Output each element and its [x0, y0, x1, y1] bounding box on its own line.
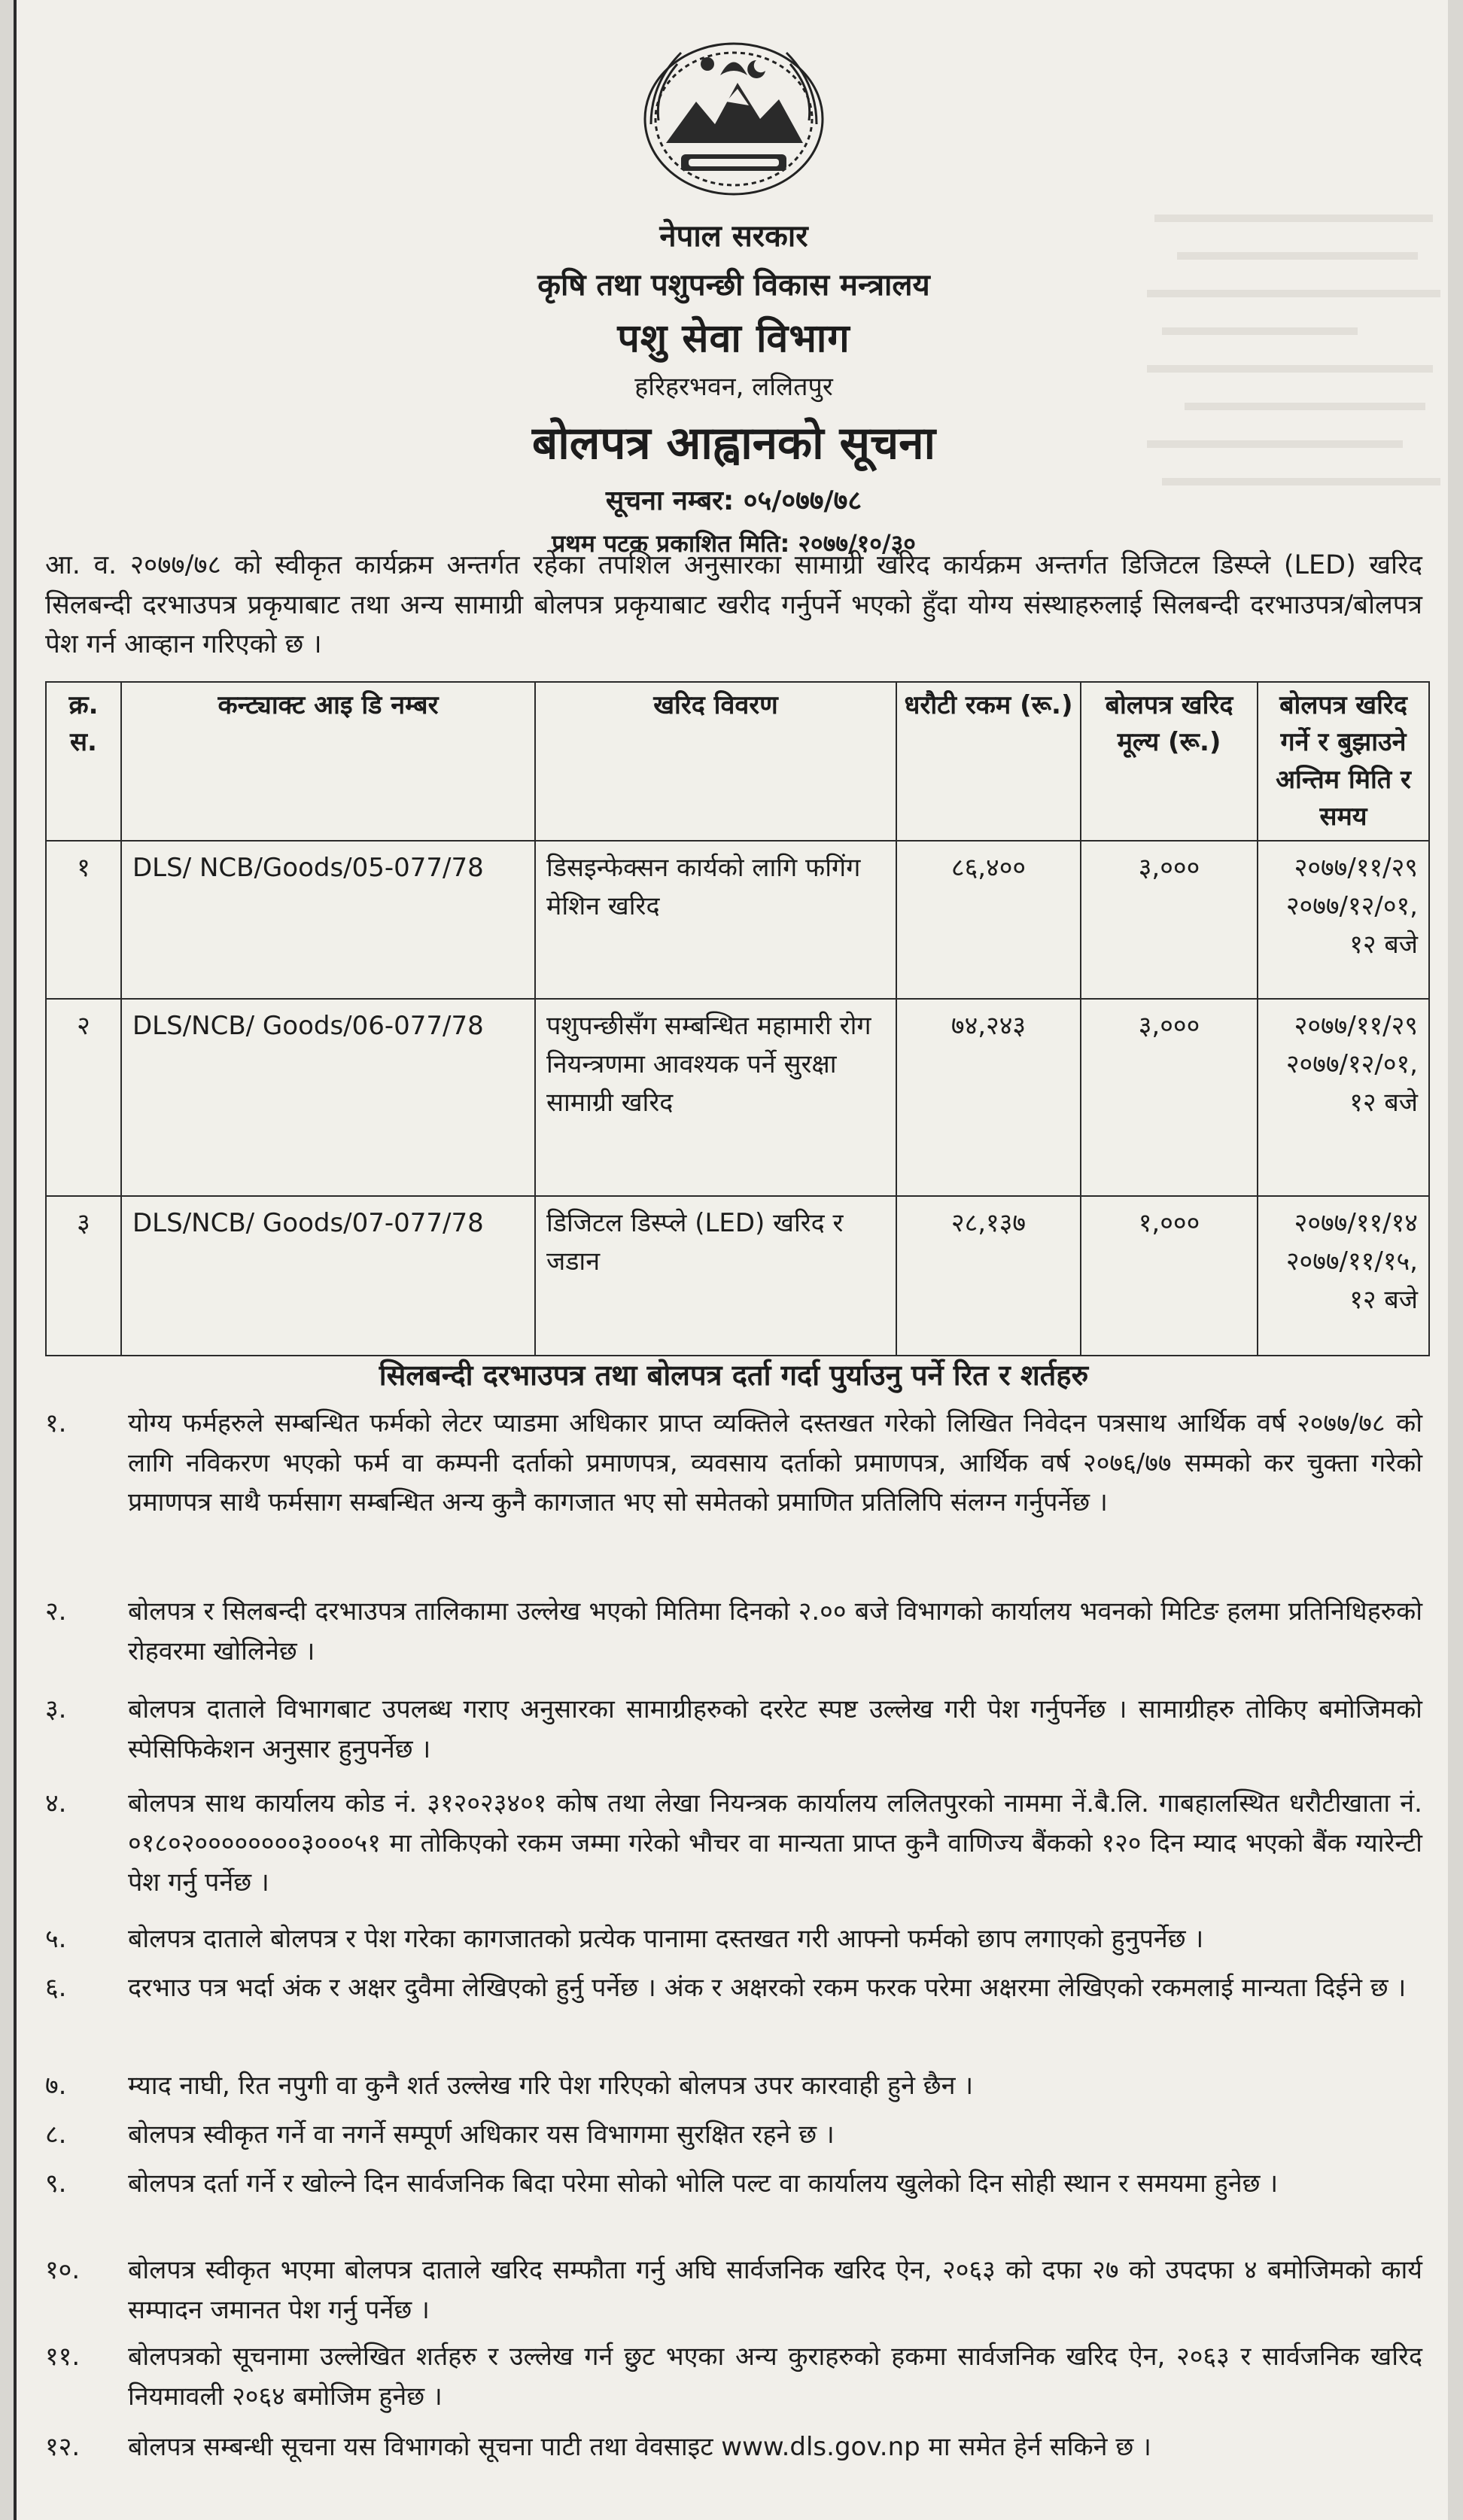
condition-number: १०.	[45, 2255, 81, 2285]
condition-item	[45, 2427, 1422, 2467]
table-row	[46, 1196, 1429, 1356]
row-description: डिसइन्फेक्सन कार्यको लागि फगिंग मेशिन खरिद	[535, 841, 896, 999]
condition-item	[45, 2337, 1422, 2416]
department-name: पशु सेवा विभाग	[617, 316, 850, 361]
deadline-submit-date: २०७७/११/१५,	[1285, 1246, 1418, 1277]
row-deposit: ८६,४००	[896, 841, 1081, 999]
row-deadline	[1258, 1196, 1429, 1356]
row-serial-number: २	[46, 999, 121, 1196]
condition-text: दरभाउ पत्र भर्दा अंक र अक्षर दुवैमा लेखिएको हुर्नु पर्नेछ । अंक र अक्षरको रकम फरक परेमा अक्षरमा लेखिएको रकमलाई मान्यता दिईने छ ।	[128, 1973, 1407, 2003]
condition-item	[45, 1784, 1422, 1903]
notice-number: सूचना नम्बर: ०५/०७७/७८	[605, 485, 862, 516]
deadline-time: १२ बजे	[1349, 930, 1418, 960]
row-serial-number: ३	[46, 1196, 121, 1356]
ministry-name: कृषि तथा पशुपन्छी विकास मन्त्रालय	[537, 268, 930, 303]
condition-item	[45, 1968, 1422, 2008]
row-deposit: ७४,२४३	[896, 999, 1081, 1196]
condition-number: ५.	[45, 1924, 67, 1954]
row-bid-price: ३,०००	[1081, 841, 1258, 999]
condition-number: ९.	[45, 2168, 67, 2199]
condition-number: ४.	[45, 1788, 67, 1818]
condition-item	[45, 2115, 1422, 2155]
condition-text: म्याद नाघी, रित नपुगी वा कुनै शर्त उल्लेख गरि पेश गरिएको बोलपत्र उपर कारवाही हुने छैन ।	[128, 2071, 974, 2101]
first-published-date: प्रथम पटक प्रकाशित मिति: २०७७/१०/३०	[552, 529, 916, 558]
condition-text: योग्य फर्महरुले सम्बन्धित फर्मको लेटर प्याडमा अधिकार प्राप्त व्यक्तिले दस्तखत गरेको लिखित निवेदन पत्रसाथ आर्थिक वर्ष २०७७/७८ को लागि नविकरण भएको फर्म वा कम्पनी दर्ताको प्रमाणपत्र, व्यवसाय दर्ताको प्रमाणपत्र, आर्थिक वर्ष २०७६/७७ सम्मको कर चुक्ता गरेको प्रमाणपत्र साथै फर्मसाग सम्बन्धित अन्य कुनै कागजात भए सो समेतको प्रमाणित प्रतिलिपि संलग्न गर्नुपर्नेछ ।	[128, 1408, 1422, 1518]
tender-table-header	[46, 682, 1429, 841]
header-description: खरिद विवरण	[535, 682, 896, 841]
condition-item	[45, 2251, 1422, 2330]
row-serial-number: १	[46, 841, 121, 999]
header-contract-id: कन्ट्याक्ट आइ डि नम्बर	[121, 682, 535, 841]
condition-text: बोलपत्र साथ कार्यालय कोड नं. ३१२०२३४०१ कोष तथा लेखा नियन्त्रक कार्यालय ललितपुरको नाममा नें.बै.लि. गाबहालस्थित धरौटीखाता नं. ०१८०२००००००००३०००५१ मा तोकिएको रकम जम्मा गरेको भौचर वा मान्यता प्राप्त कुनै वाणिज्य बैंकको १२० दिन म्याद भएको बैंक ग्यारेन्टी पेश गर्नु पर्नेछ ।	[128, 1788, 1422, 1898]
notice-title: बोलपत्र आह्वानको सूचना	[531, 417, 936, 470]
condition-text: बोलपत्र दाताले विभागबाट उपलब्ध गराए अनुसारका सामाग्रीहरुको दररेट स्पष्ट उल्लेख गरी पेश गर्नुपर्नेछ । सामाग्रीहरु तोकिए बमोजिमको स्पेसिफिकेशन अनुसार हुनुपर्नेछ ।	[128, 1694, 1422, 1764]
row-description: पशुपन्छीसँग सम्बन्धित महामारी रोग नियन्त्रणमा आवश्यक पर्ने सुरक्षा सामाग्री खरिद	[535, 999, 896, 1196]
condition-item	[45, 1919, 1422, 1959]
row-bid-price: १,०००	[1081, 1196, 1258, 1356]
tender-table	[45, 681, 1430, 1356]
condition-number: ३.	[45, 1694, 67, 1724]
header-bid-price: बोलपत्र खरिद मूल्य (रू.)	[1081, 682, 1258, 841]
header-deadline: बोलपत्र खरिद गर्ने र बुझाउने अन्तिम मिति र समय	[1258, 682, 1429, 841]
condition-text: बोलपत्र स्वीकृत भएमा बोलपत्र दाताले खरिद सम्फौता गर्नु अघि सार्वजनिक खरिद ऐन, २०६३ को दफा २७ को उपदफा ४ बमोजिमको कार्य सम्पादन जमानत पेश गर्नु पर्नेछ ।	[128, 2255, 1422, 2325]
condition-number: ११.	[45, 2342, 81, 2372]
condition-number: ६.	[45, 1973, 67, 2003]
conditions-title: सिलबन्दी दरभाउपत्र तथा बोलपत्र दर्ता गर्दा पुर्याउनु पर्ने रित र शर्तहरु	[379, 1359, 1089, 1392]
deadline-buy-date: २०७७/११/२९	[1294, 1011, 1418, 1042]
intro-paragraph: आ. व. २०७७/७८ को स्वीकृत कार्यक्रम अन्तर्गत रहेका तपशिल अनुसारका सामाग्री खरिद कार्यक्रम अन्तर्गत डिजिटल डिस्प्ले (LED) खरिद सिलबन्दी दरभाउपत्र प्रकृयाबाट तथा अन्य सामाग्री बोलपत्र प्रकृयाबाट खरीद गर्नुपर्ने भएको हुँदा योग्य संस्थाहरुलाई सिलबन्दी दरभाउपत्र/बोलपत्र पेश गर्न आव्हान गरिएको छ ।	[45, 550, 1422, 659]
condition-item	[45, 2066, 1422, 2106]
notice-header	[17, 30, 1451, 559]
table-row	[46, 999, 1429, 1196]
condition-text: बोलपत्र स्वीकृत गर्ने वा नगर्ने सम्पूर्ण अधिकार यस विभागमा सुरक्षित रहने छ ।	[128, 2120, 835, 2150]
condition-number: १.	[45, 1408, 67, 1438]
header-deposit: धरौटी रकम (रू.)	[896, 682, 1081, 841]
deadline-submit-date: २०७७/१२/०१,	[1285, 1049, 1418, 1080]
department-address: हरिहरभवन, ललितपुर	[634, 372, 833, 402]
condition-number: १२.	[45, 2432, 81, 2462]
condition-item	[45, 1690, 1422, 1769]
row-description: डिजिटल डिस्प्ले (LED) खरिद र जडान	[535, 1196, 896, 1356]
row-bid-price: ३,०००	[1081, 999, 1258, 1196]
row-contract-id: DLS/NCB/ Goods/07-077/78	[121, 1196, 535, 1356]
government-name: नेपाल सरकार	[659, 219, 808, 254]
row-deposit: २८,१३७	[896, 1196, 1081, 1356]
condition-item	[45, 2164, 1422, 2204]
row-deadline	[1258, 999, 1429, 1196]
condition-number: २.	[45, 1596, 67, 1627]
condition-item	[45, 1404, 1422, 1523]
deadline-time: १२ बजे	[1349, 1088, 1418, 1118]
deadline-buy-date: २०७७/११/१४	[1294, 1208, 1418, 1239]
condition-text: बोलपत्र र सिलबन्दी दरभाउपत्र तालिकामा उल्लेख भएको मितिमा दिनको २.०० बजे विभागको कार्यालय भवनको मिटिङ हलमा प्रतिनिधिहरुको रोहवरमा खोलिनेछ ।	[128, 1596, 1422, 1666]
deadline-time: १२ बजे	[1349, 1285, 1418, 1316]
condition-number: ८.	[45, 2120, 67, 2150]
condition-text: बोलपत्र दर्ता गर्ने र खोल्ने दिन सार्वजनिक बिदा परेमा सोको भोलि पल्ट वा कार्यालय खुलेको दिन सोही स्थान र समयमा हुनेछ ।	[128, 2168, 1279, 2199]
deadline-buy-date: २०७७/११/२९	[1294, 853, 1418, 884]
deadline-submit-date: २०७७/१२/०१,	[1285, 891, 1418, 922]
table-row	[46, 841, 1429, 999]
row-contract-id: DLS/NCB/ Goods/06-077/78	[121, 999, 535, 1196]
condition-number: ७.	[45, 2071, 67, 2101]
row-contract-id: DLS/ NCB/Goods/05-077/78	[121, 841, 535, 999]
condition-text: बोलपत्रको सूचनामा उल्लेखित शर्तहरु र उल्लेख गर्न छुट भएका अन्य कुराहरुको हकमा सार्वजनिक खरिद ऐन, २०६३ र सार्वजनिक खरिद नियमावली २०६४ बमोजिम हुनेछ ।	[128, 2342, 1422, 2412]
condition-text: बोलपत्र दाताले बोलपत्र र पेश गरेका कागजातको प्रत्येक पानामा दस्तखत गरी आफ्नो फर्मको छाप लगाएको हुनुपर्नेछ ।	[128, 1924, 1204, 1954]
header-serial-number: क्र. स.	[46, 682, 121, 841]
nepal-government-emblem	[636, 30, 832, 203]
condition-item	[45, 1592, 1422, 1671]
condition-text: बोलपत्र सम्बन्धी सूचना यस विभागको सूचना पाटी तथा वेवसाइट www.dls.gov.np मा समेत हेर्न सकिने छ ।	[128, 2432, 1151, 2462]
newspaper-page	[14, 0, 1448, 2520]
row-deadline	[1258, 841, 1429, 999]
